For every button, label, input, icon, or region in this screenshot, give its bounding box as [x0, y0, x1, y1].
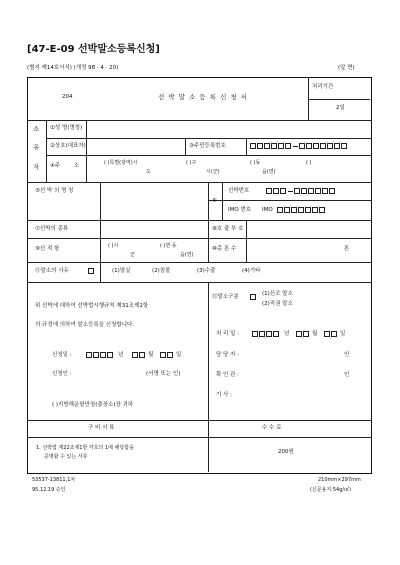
resident-id-label: ③주민등록번호: [189, 143, 226, 149]
process-day-suffix: 일: [340, 331, 346, 337]
process-year-suffix: 년: [284, 331, 290, 337]
docs-header: 구 비 서 류: [88, 425, 115, 431]
port-county: 군: [130, 252, 135, 258]
sign-label: (서명 또는 인): [146, 371, 181, 377]
name-label: ①성 명(명칭): [50, 125, 83, 131]
processing-period-value: 2일: [336, 105, 345, 111]
date-year-suffix: 년: [118, 352, 124, 358]
date-year-boxes[interactable]: [86, 352, 114, 358]
document-title: 선 박 말 소 등 록 신 청 서: [158, 93, 249, 101]
statement-line-1: 위 선박에 대하여 선박법시행규칙 제31조제1항: [35, 303, 149, 309]
address-dong: ( )동: [250, 160, 261, 166]
tonnage-unit: 톤: [344, 246, 350, 252]
cancel-reason-2[interactable]: (2)침몰: [152, 268, 171, 274]
manager-label: 담 당 자 :: [216, 352, 240, 358]
doc-item-line-1: 1. 선박법 제22조제1항 각호의 1에 해당함을: [36, 445, 134, 451]
form-code: 204: [62, 94, 73, 100]
owner-side-char-3: 자: [33, 163, 40, 171]
date-month-suffix: 월: [148, 352, 154, 358]
address-label-2: 소: [74, 163, 80, 169]
resident-id-boxes[interactable]: [250, 143, 348, 149]
addressee: ( )지방해운항만청(출장소)장 귀하: [52, 402, 134, 408]
address-extra: ( ): [306, 160, 312, 166]
process-year-boxes[interactable]: [252, 331, 280, 337]
applicant-label: 신청인 :: [52, 371, 72, 377]
form-title: [47-E-09 선박말소등록신청]: [27, 44, 160, 55]
process-month-suffix: 월: [312, 331, 318, 337]
cancel-reason-1[interactable]: (1)멸실: [112, 268, 131, 274]
checker-label: 확 인 관 :: [216, 372, 240, 378]
footer-left-2: 95.12.19 승인: [32, 487, 66, 493]
address-district: ( )구: [186, 160, 197, 166]
fee-value: 200원: [278, 449, 294, 455]
cancel-type-checkbox[interactable]: [250, 294, 256, 300]
ship-number-boxes[interactable]: [266, 188, 336, 194]
address-city: ( )특별(광역)시: [104, 160, 138, 166]
cancel-reason-4[interactable]: (4)기타: [242, 268, 261, 274]
call-sign-label: ⑧호 출 부 호: [212, 226, 244, 232]
imo-number-boxes[interactable]: [277, 207, 326, 213]
ship-number-label: 선박번호: [228, 188, 250, 194]
form-frame: [27, 77, 372, 474]
ship-type-label: ⑦선박의 종류: [35, 226, 69, 232]
process-day-boxes[interactable]: [324, 331, 338, 337]
owner-side-char-1: 소: [33, 125, 40, 133]
fee-header: 수 수 료: [262, 425, 282, 431]
cancel-reason-label: ⑪말소의 사유: [35, 268, 69, 274]
ship-name-label: ⑤선 박 의 명 칭: [35, 188, 74, 194]
statement-line-2: 의 규정에 의하여 말소등록을 신청합니다.: [35, 322, 135, 328]
checker-seal: 인: [344, 372, 350, 378]
footer-right-2: (신문용지 54g/㎡): [310, 487, 352, 493]
cancel-reason-checkbox[interactable]: [88, 268, 94, 274]
address-eup: 읍(면): [262, 169, 276, 175]
cancel-type-1[interactable]: (1)신조 말소: [262, 291, 293, 297]
note-label: 기 사 :: [216, 392, 232, 398]
item-6-number: ⑥: [212, 198, 217, 204]
processing-period-label: 처리기간: [312, 84, 334, 90]
process-month-boxes[interactable]: [296, 331, 310, 337]
date-day-suffix: 일: [176, 352, 182, 358]
manager-seal: 인: [344, 352, 350, 358]
tonnage-label: ⑩총 톤 수: [212, 246, 237, 252]
cancel-type-2[interactable]: (2)직권 말소: [262, 301, 293, 307]
doc-item-line-2: 증명할 수 있는 서류: [44, 454, 88, 460]
address-label: ④주: [50, 163, 61, 169]
trade-name-label: ②상호(대표자): [50, 143, 86, 149]
address-province: 도: [146, 169, 151, 175]
cancel-reason-3[interactable]: (3)수출: [197, 268, 216, 274]
date-day-boxes[interactable]: [160, 352, 174, 358]
process-date-label: 처 리 일 :: [216, 331, 240, 337]
footer-left-1: 53537-13811,1차: [32, 477, 76, 483]
port-dong: ( )면·동: [160, 243, 177, 249]
cancel-type-label: ⑫말소구분: [212, 294, 239, 300]
date-month-boxes[interactable]: [132, 352, 146, 358]
imo-label: IMO 번호: [228, 207, 252, 213]
port-label: ⑨선 적 항: [35, 246, 60, 252]
side-label: (앞 면): [338, 65, 355, 71]
port-eup: 읍(면): [180, 252, 194, 258]
form-subtitle: (별지 제14호서식) (개정 98 · 4 · 20): [27, 65, 119, 71]
footer-right-1: 210mm×297mm: [318, 477, 361, 483]
imo-prefix: IMO: [262, 207, 273, 213]
date-label: 신청일 :: [52, 352, 72, 358]
owner-side-char-2: 유: [33, 143, 40, 151]
address-county: 시(군): [206, 169, 220, 175]
port-city: ( )시: [108, 243, 119, 249]
